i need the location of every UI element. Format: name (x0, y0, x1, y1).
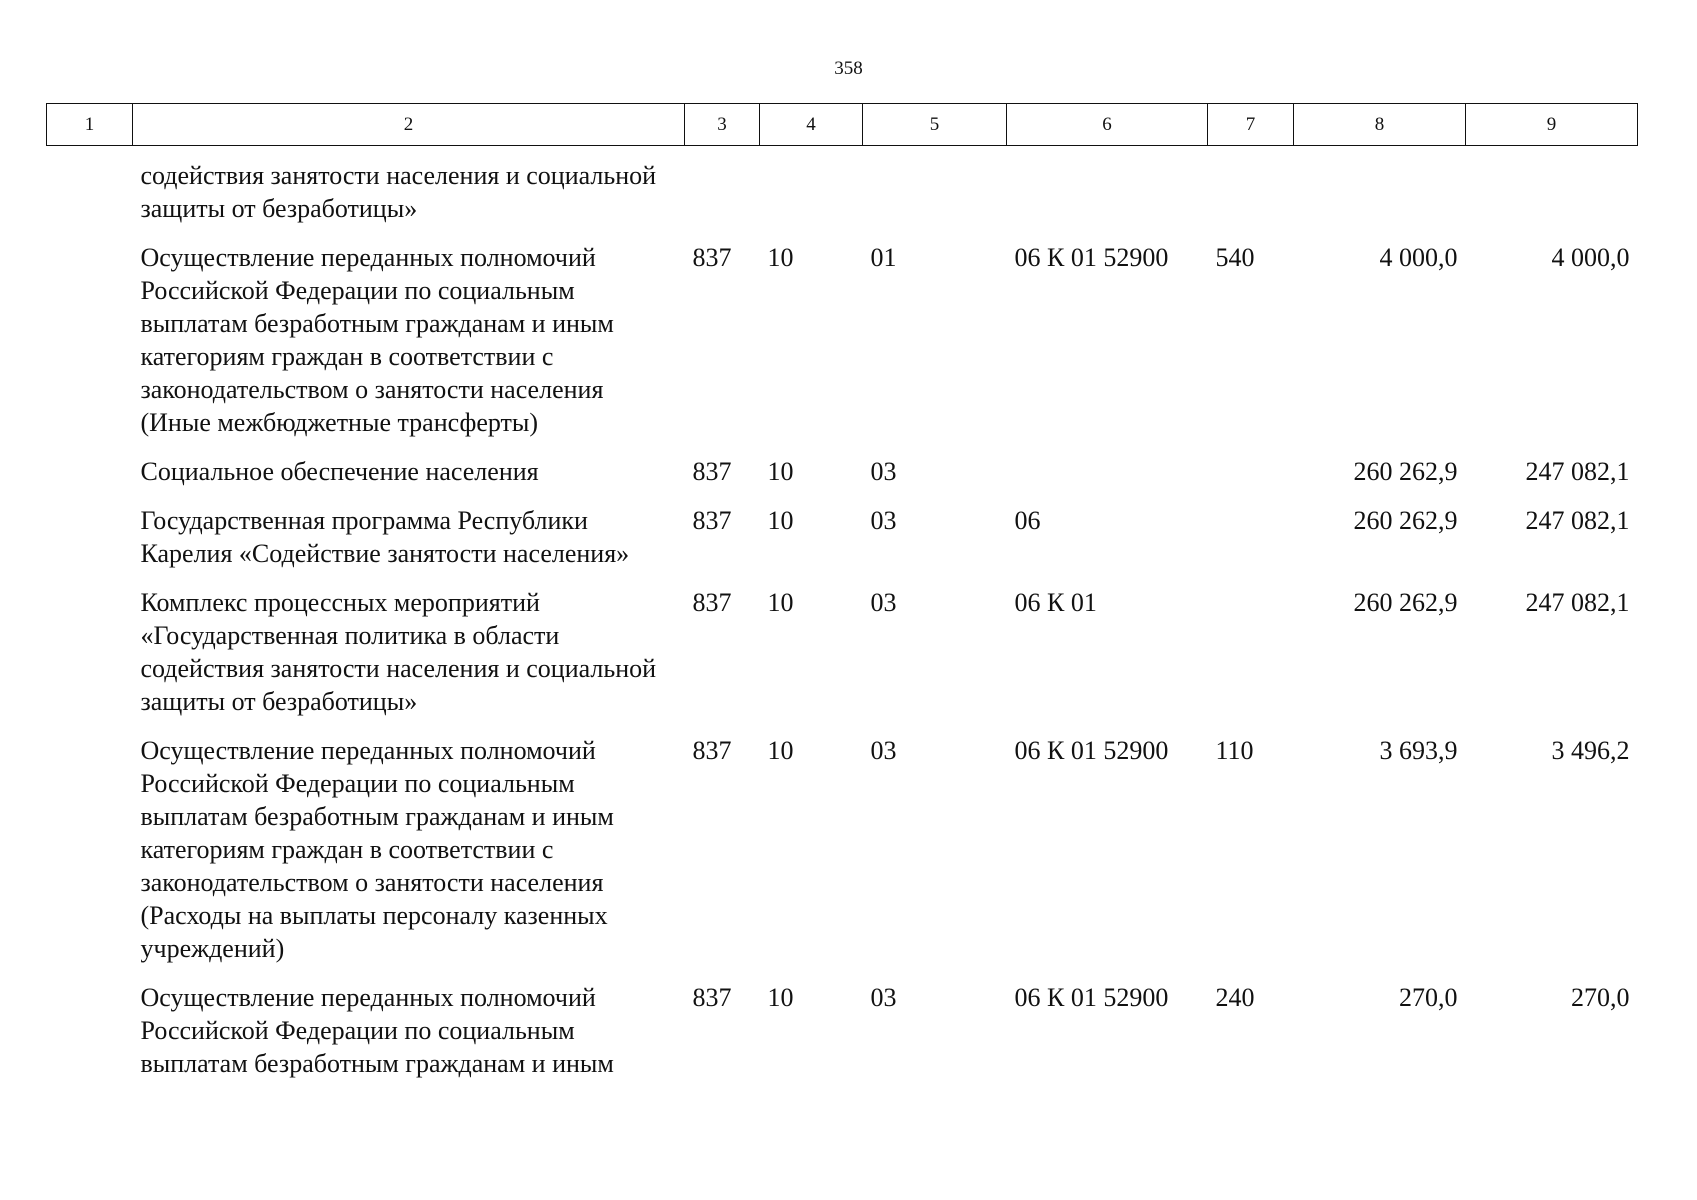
subsection-code: 03 (870, 588, 897, 617)
target-article-code: 06 К 01 52900 (1014, 736, 1169, 765)
admin-code: 837 (692, 457, 732, 486)
admin-code: 837 (692, 243, 732, 272)
admin-code: 837 (692, 506, 732, 535)
target-article-code (1007, 455, 1208, 504)
header-col-4: 4 (760, 104, 863, 146)
col-1-cell (47, 734, 133, 981)
amount-col-8: 270,0 (1399, 983, 1458, 1012)
header-col-3: 3 (685, 104, 760, 146)
subsection-code: 01 (870, 243, 897, 272)
item-name: Социальное обеспечение населения (140, 457, 539, 486)
item-name: Осуществление переданных полномочий Российской Федерации по социальным выплатам безработным гражданам и иным категориям граждан в соответствии с законодательством о занятости населения (Расходы на выплаты персоналу казенных учреждений) (140, 736, 614, 963)
amount-col-9: 247 082,1 (1525, 457, 1630, 486)
section-code: 10 (767, 736, 794, 765)
section-code: 10 (767, 243, 794, 272)
expense-type-code (1208, 504, 1294, 586)
amount-col-8: 260 262,9 (1353, 506, 1458, 535)
col-1-cell (47, 504, 133, 586)
target-article-code: 06 (1014, 506, 1041, 535)
amount-col-9: 270,0 (1571, 983, 1630, 1012)
amount-col-8: 260 262,9 (1353, 588, 1458, 617)
section-code: 10 (767, 588, 794, 617)
page-number: 358 (834, 58, 863, 79)
subsection-code: 03 (870, 736, 897, 765)
table-row (47, 586, 1638, 734)
header-col-9: 9 (1466, 104, 1638, 146)
header-col-8: 8 (1294, 104, 1466, 146)
item-name: Комплекс процессных мероприятий «Государственная политика в области содействия занятости населения и социальной защиты от безработицы» (140, 588, 657, 716)
amount-col-8: 3 693,9 (1379, 736, 1458, 765)
amount-col-8: 4 000,0 (1379, 243, 1458, 272)
expense-type-code (1208, 455, 1294, 504)
col-1-cell (47, 146, 133, 242)
item-name: Осуществление переданных полномочий Российской Федерации по социальным выплатам безработным гражданам и иным категориям граждан в соответствии с законодательством о занятости населения (Иные межбюджетные трансферты) (140, 243, 614, 437)
subsection-code (863, 146, 1007, 242)
amount-col-9: 3 496,2 (1551, 736, 1630, 765)
admin-code: 837 (692, 983, 732, 1012)
expense-type-code (1208, 146, 1294, 242)
subsection-code: 03 (870, 983, 897, 1012)
amount-col-9: 247 082,1 (1525, 506, 1630, 535)
expense-type-code: 110 (1215, 736, 1254, 765)
amount-col-9: 4 000,0 (1551, 243, 1630, 272)
table-row (47, 981, 1638, 1096)
section-code: 10 (767, 457, 794, 486)
header-col-2: 2 (133, 104, 685, 146)
expense-type-code: 540 (1215, 243, 1255, 272)
target-article-code (1007, 146, 1208, 242)
expense-type-code (1208, 586, 1294, 734)
section-code: 10 (767, 506, 794, 535)
section-code (760, 146, 863, 242)
budget-table (46, 103, 1638, 1096)
header-col-7: 7 (1208, 104, 1294, 146)
admin-code: 837 (692, 588, 732, 617)
header-col-1: 1 (47, 104, 133, 146)
header-row (47, 104, 1638, 146)
amount-col-8 (1294, 146, 1466, 242)
table-row (47, 504, 1638, 586)
amount-col-8: 260 262,9 (1353, 457, 1458, 486)
col-1-cell (47, 586, 133, 734)
item-name: Осуществление переданных полномочий Российской Федерации по социальным выплатам безработным гражданам и иным (140, 983, 614, 1078)
subsection-code: 03 (870, 457, 897, 486)
admin-code: 837 (692, 736, 732, 765)
subsection-code: 03 (870, 506, 897, 535)
expense-type-code: 240 (1215, 983, 1255, 1012)
header-col-5: 5 (863, 104, 1007, 146)
table-row (47, 734, 1638, 981)
section-code: 10 (767, 983, 794, 1012)
item-name: Государственная программа Республики Карелия «Содействие занятости населения» (140, 506, 630, 568)
target-article-code: 06 К 01 52900 (1014, 243, 1169, 272)
table-row (47, 146, 1638, 242)
admin-code (685, 146, 760, 242)
item-name: содействия занятости населения и социальной защиты от безработицы» (140, 161, 657, 223)
header-col-6: 6 (1007, 104, 1208, 146)
amount-col-9: 247 082,1 (1525, 588, 1630, 617)
col-1-cell (47, 981, 133, 1096)
col-1-cell (47, 455, 133, 504)
amount-col-9 (1466, 146, 1638, 242)
col-1-cell (47, 241, 133, 455)
target-article-code: 06 К 01 52900 (1014, 983, 1169, 1012)
target-article-code: 06 К 01 (1014, 588, 1097, 617)
table-row (47, 241, 1638, 455)
table-row (47, 455, 1638, 504)
